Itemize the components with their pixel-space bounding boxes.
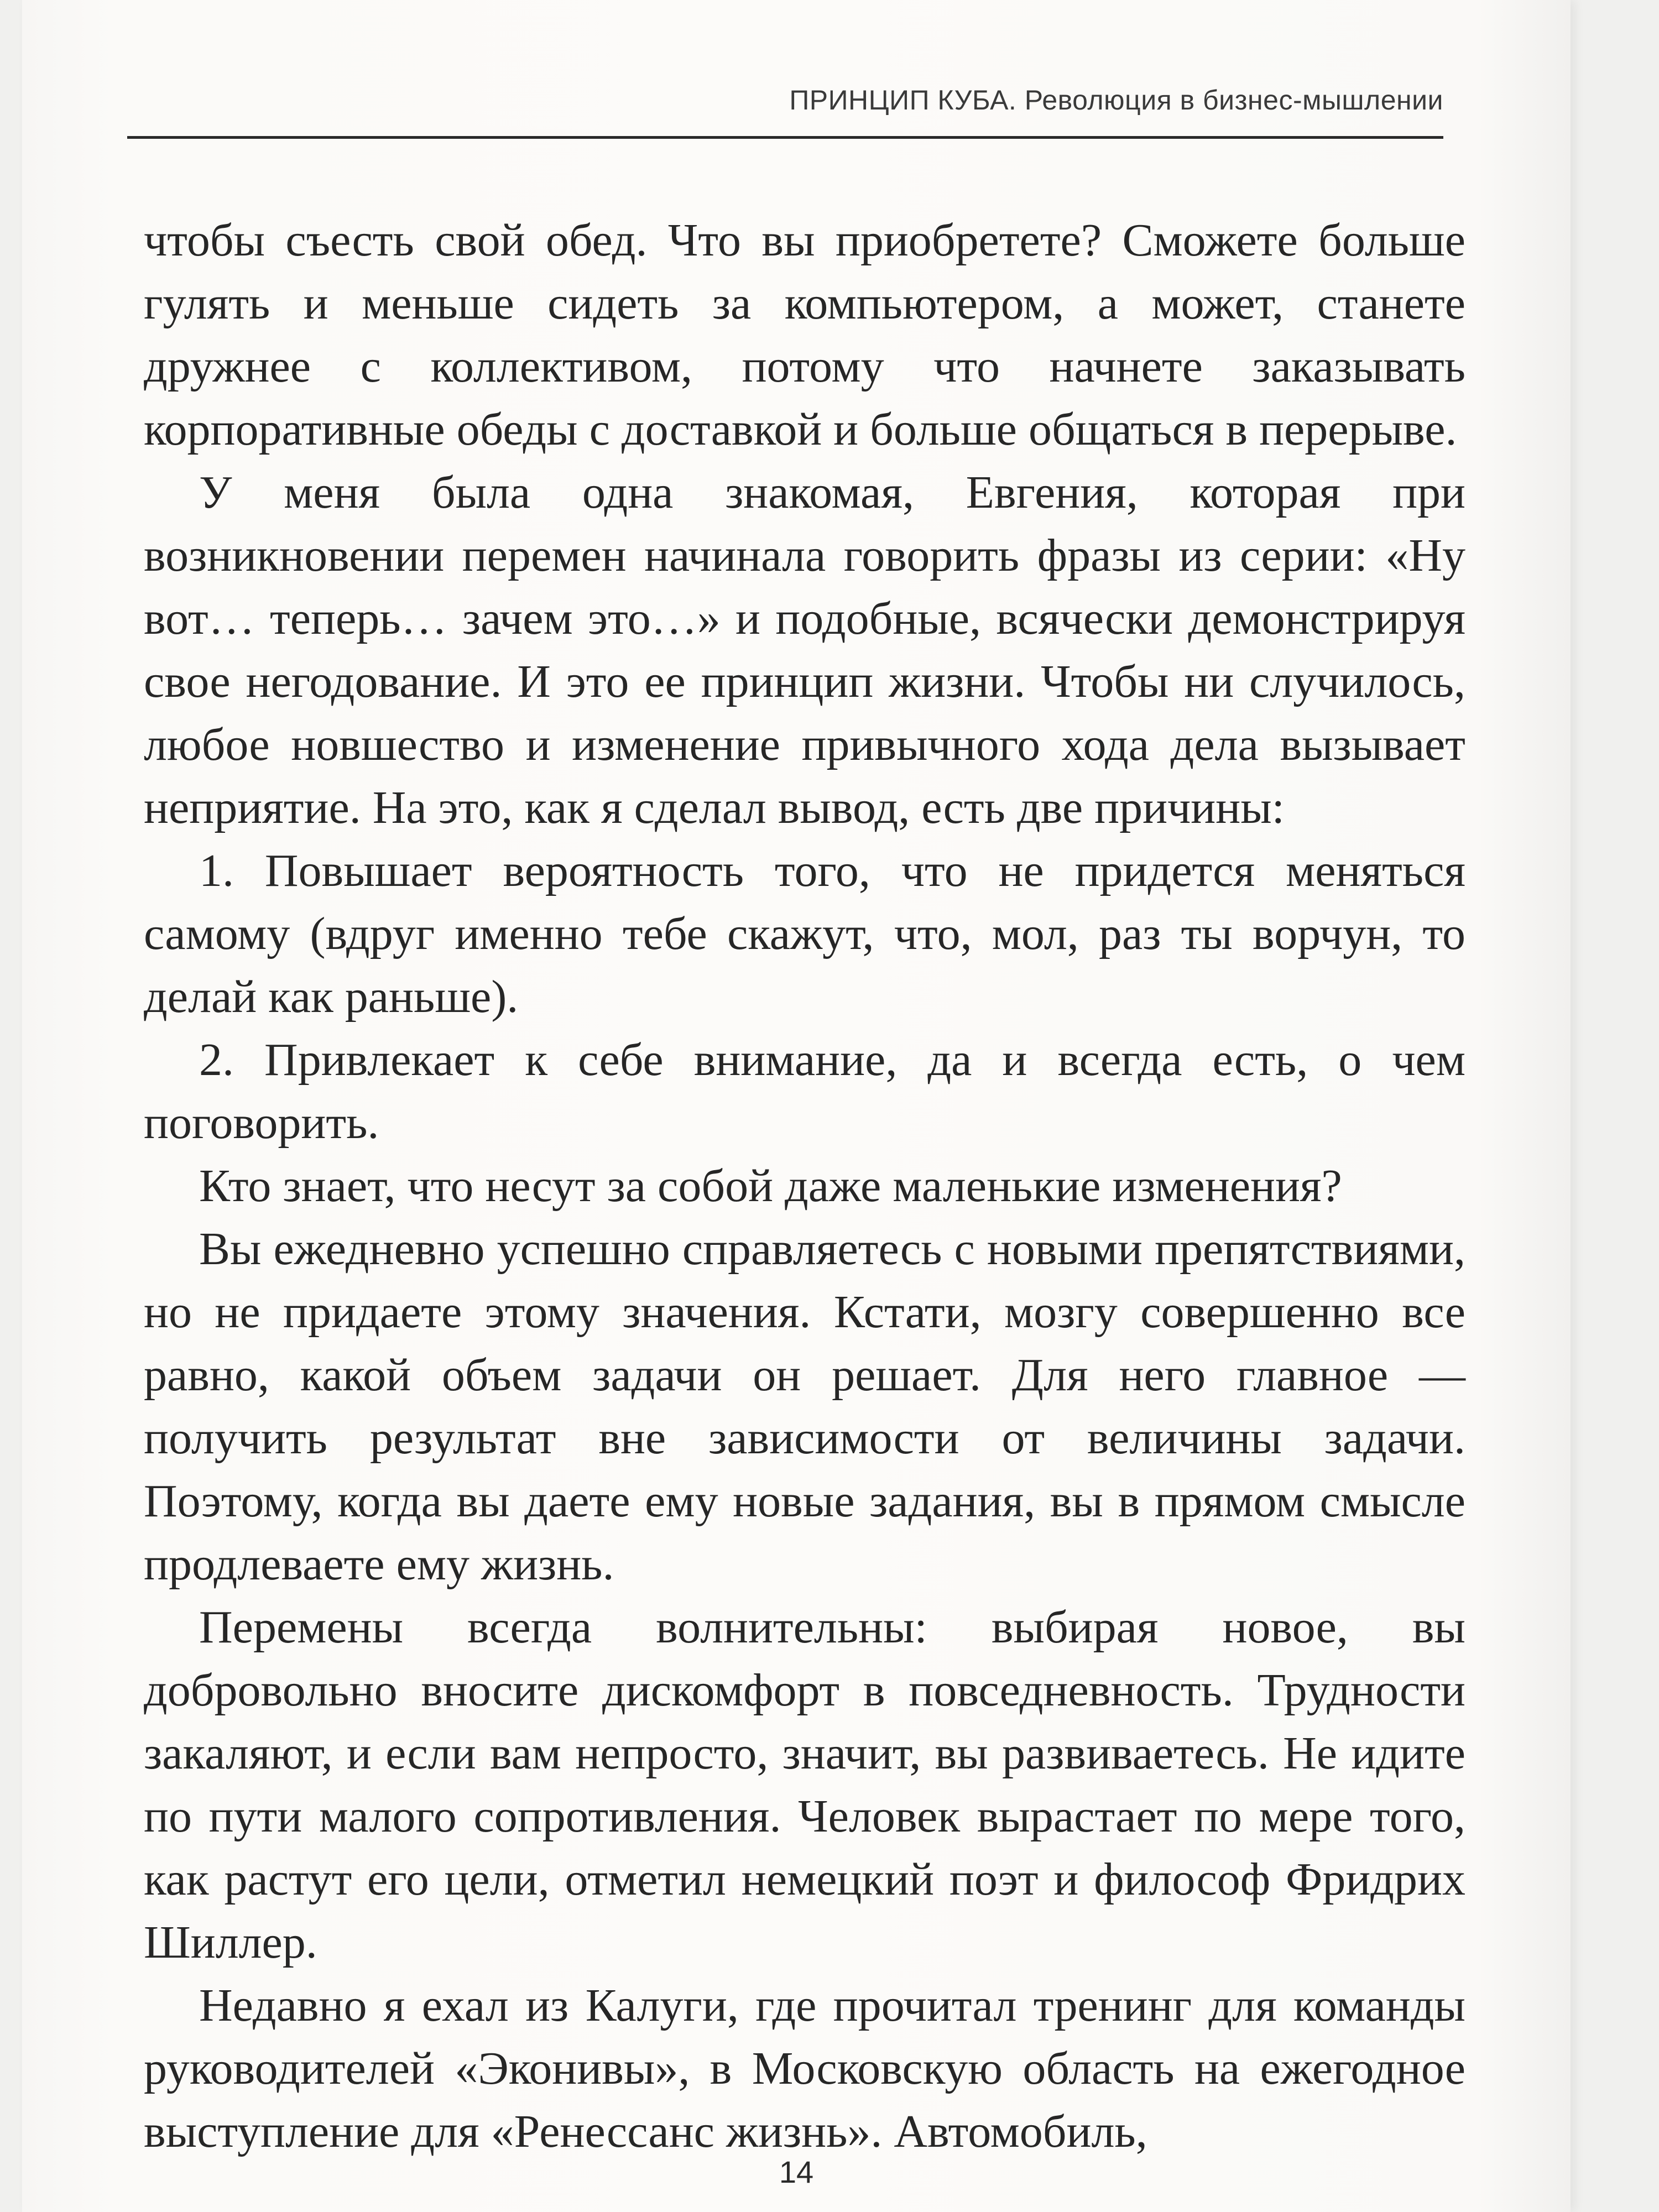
- paragraph: Перемены всегда волнительны: выбирая новое, вы добровольно вносите дискомфорт в повседневность. Трудности закаляют, и если вам непросто, значит, вы развиваетесь. Не идите по пути малого сопротивления. Человек вырастает по мере того, как растут его цели, отметил немецкий поэт и философ Фридрих Шиллер.: [144, 1601, 1465, 1968]
- paragraph: Кто знает, что несут за собой даже маленькие изменения?: [199, 1160, 1342, 1212]
- book-page: [22, 0, 1571, 2212]
- list-item-1: 1. Повышает вероятность того, что не придется меняться самому (вдруг именно тебе скажут, что, мол, раз ты ворчун, то делай как раньше).: [144, 845, 1465, 1022]
- paragraph: Вы ежедневно успешно справляетесь с новыми препятствиями, но не придаете этому значения. Кстати, мозгу совершенно все равно, какой объем задачи он решает. Для него главное — получить результат вне зависимости от величины задачи. Поэтому, когда вы даете ему новые задания, вы в прямом смысле продлеваете ему жизнь.: [144, 1223, 1465, 1590]
- paragraph: У меня была одна знакомая, Евгения, которая при возникновении перемен начинала говорить фразы из серии: «Ну вот… теперь… зачем это…» и подобные, всячески демонстрируя свое негодование. И это ее принцип жизни. Чтобы ни случилось, любое новшество и изменение привычного хода дела вызывает неприятие. На это, как я сделал вывод, есть две причины:: [144, 467, 1465, 833]
- header-rule: [127, 136, 1443, 139]
- paragraph-continuation: чтобы съесть свой обед. Что вы приобретете? Сможете больше гулять и меньше сидеть за компьютером, а может, станете дружнее с коллективом, потому что начнете заказывать корпоративные обеды с доставкой и больше общаться в перерыве.: [144, 215, 1465, 455]
- page-number: 14: [779, 2154, 814, 2189]
- body-text: [144, 209, 1465, 2163]
- running-head: ПРИНЦИП КУБА. Революция в бизнес-мышлении: [789, 85, 1443, 116]
- list-item-2: 2. Привлекает к себе внимание, да и всегда есть, о чем поговорить.: [144, 1034, 1465, 1149]
- paragraph: Недавно я ехал из Калуги, где прочитал тренинг для команды руководителей «Эконивы», в Московскую область на ежегодное выступление для «Ренессанс жизнь». Автомобиль,: [144, 1980, 1465, 2157]
